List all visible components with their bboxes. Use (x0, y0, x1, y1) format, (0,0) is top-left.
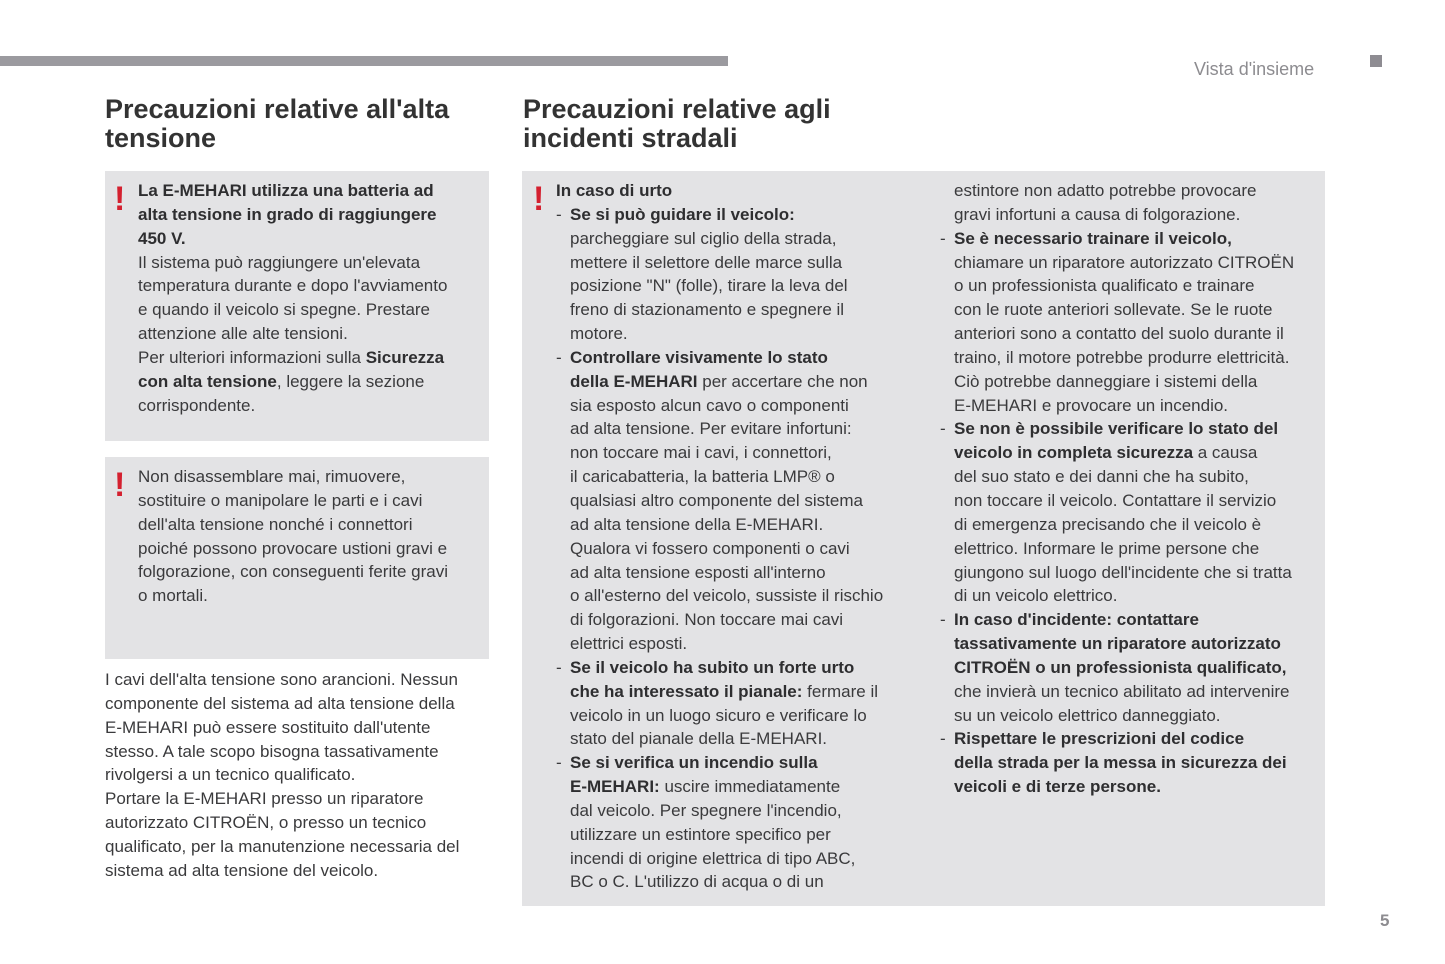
text: Il sistema può raggiungere un'elevata (138, 252, 421, 272)
text-line (138, 394, 447, 418)
text-line (940, 680, 1294, 704)
text-line (138, 179, 447, 203)
text: elettrico. Informare le prime persone che (954, 538, 1260, 558)
text: estintore non adatto potrebbe provocare (954, 181, 1257, 200)
text: E-MEHARI e provocare un incendio. (954, 395, 1229, 415)
text: qualificato, per la manutenzione necessaria del (105, 836, 460, 856)
text-line (940, 251, 1294, 275)
text: a causa (1193, 443, 1258, 463)
text-line (940, 346, 1294, 370)
bullet-line (940, 608, 1294, 632)
text: autorizzato CITROËN, o presso un tecnico (105, 813, 427, 833)
bold-text: Se è necessario trainare il veicolo, (954, 228, 1232, 248)
bullet-line (940, 727, 1294, 751)
text-line (556, 251, 883, 275)
text-line (105, 692, 459, 716)
text-line (556, 584, 883, 608)
text-line (138, 274, 447, 298)
text-line (940, 537, 1294, 561)
text-line (105, 859, 459, 883)
text-line (556, 799, 883, 823)
bold-text: Sicurezza (365, 347, 445, 367)
text-line (556, 537, 883, 561)
text: sia esposto alcun cavo o componenti (570, 395, 849, 415)
bold-text: E-MEHARI: (570, 777, 660, 797)
text: per accertare che non (697, 371, 868, 391)
text: o un professionista qualificato e trainare (954, 276, 1255, 296)
text-line (940, 704, 1294, 728)
text: ad alta tensione della E-MEHARI. (570, 514, 824, 534)
text: , leggere la sezione (276, 371, 425, 391)
text: che invierà un tecnico abilitato ad intervenire (954, 681, 1290, 701)
text: Non disassemblare mai, rimuovere, (138, 467, 406, 486)
text: corrispondente. (138, 395, 256, 415)
text-line (556, 179, 883, 203)
text: di folgorazioni. Non toccare mai cavi (570, 610, 844, 630)
text: giungono sul luogo dell'incidente che si tratta (954, 562, 1292, 582)
text-line (138, 537, 448, 561)
bold-text: che ha interessato il pianale: (570, 681, 803, 701)
text-line (138, 513, 448, 537)
text: con le ruote anteriori sollevate. Se le ruote (954, 300, 1273, 320)
warning-text (138, 465, 448, 608)
text: di un veicolo elettrico. (954, 586, 1118, 606)
text: elettrici esposti. (570, 634, 688, 654)
bullet-line (556, 203, 883, 227)
text: del suo stato e dei danni che ha subito, (954, 467, 1249, 487)
text-line (105, 787, 459, 811)
bold-text: Se non è possibile verificare lo stato del (954, 419, 1279, 439)
text-line (556, 298, 883, 322)
text-line (556, 441, 883, 465)
text: poiché possono provocare ustioni gravi e (138, 538, 448, 558)
text-line (556, 274, 883, 298)
bullet-line (940, 227, 1294, 251)
text: motore. (570, 324, 628, 344)
text: chiamare un riparatore autorizzato CITROËN (954, 252, 1295, 272)
text-line (940, 656, 1294, 680)
text: ad alta tensione esposti all'interno (570, 562, 826, 582)
text-line (940, 274, 1294, 298)
bullet-line (556, 751, 883, 775)
dash-bullet-icon: - (940, 419, 946, 439)
text: gravi infortuni a causa di folgorazione. (954, 204, 1241, 224)
text: dal veicolo. Per spegnere l'incendio, (570, 800, 842, 820)
text-line (556, 680, 883, 704)
text: E-MEHARI può essere sostituito dall'utente (105, 717, 431, 737)
text: freno di stazionamento e spegnere il (570, 300, 845, 320)
text: il caricabatteria, la batteria LMP® o (570, 467, 835, 487)
text-line (556, 561, 883, 585)
text-line (556, 847, 883, 871)
dash-bullet-icon: - (940, 610, 946, 630)
bold-text: veicolo in completa sicurezza (954, 443, 1194, 463)
text-line (556, 465, 883, 489)
text-line (940, 751, 1294, 775)
text-line (105, 668, 459, 692)
text-line (556, 394, 883, 418)
text-line (556, 704, 883, 728)
bold-text: In caso di urto (556, 181, 673, 200)
page-number: 5 (1380, 911, 1390, 930)
dash-bullet-icon: - (556, 753, 562, 773)
warning-text (138, 179, 447, 417)
bold-text: veicoli e di terze persone. (954, 777, 1161, 797)
text-line (940, 465, 1294, 489)
text-line (138, 346, 447, 370)
section-marker-icon (1370, 55, 1382, 67)
left-title (105, 95, 449, 153)
text-line (556, 513, 883, 537)
text-line (940, 298, 1294, 322)
bold-text: Rispettare le prescrizioni del codice (954, 729, 1245, 749)
text: folgorazione, con conseguenti ferite gravi (138, 562, 448, 582)
text: temperatura durante e dopo l'avviamento (138, 276, 448, 296)
bullet-line (940, 417, 1294, 441)
text: attenzione alle alte tensioni. (138, 324, 348, 344)
right-title (523, 95, 831, 153)
text-line (556, 823, 883, 847)
bullet-line (556, 656, 883, 680)
text-line (940, 632, 1294, 656)
text: posizione "N" (folle), tirare la leva del (570, 276, 848, 296)
bold-text: Se si verifica un incendio sulla (570, 753, 818, 773)
bold-text: Se il veicolo ha subito un forte urto (570, 657, 855, 677)
text: dell'alta tensione nonché i connettori (138, 514, 413, 534)
text-line (556, 870, 883, 894)
text-line (940, 489, 1294, 513)
text-line (556, 370, 883, 394)
text-line (556, 489, 883, 513)
text: utilizzare un estintore specifico per (570, 824, 831, 844)
text-line (940, 322, 1294, 346)
text: qualsiasi altro componente del sistema (570, 490, 863, 510)
text-line (138, 203, 447, 227)
text-line (940, 561, 1294, 585)
text: sistema ad alta tensione del veicolo. (105, 860, 379, 880)
text-line (556, 775, 883, 799)
header-bar (0, 56, 728, 66)
text-line (105, 763, 459, 787)
text: BC o C. L'utilizzo di acqua o di un (570, 872, 824, 892)
text: componente del sistema ad alta tensione della (105, 693, 455, 713)
text-line (556, 727, 883, 751)
bold-text: della strada per la messa in sicurezza dei (954, 753, 1287, 773)
text: non toccare mai i cavi, i connettori, (570, 443, 832, 463)
title-line: tensione (105, 123, 217, 153)
dash-bullet-icon: - (556, 204, 562, 224)
bold-text: 450 V. (138, 228, 186, 248)
text-line (138, 584, 448, 608)
text-line (940, 513, 1294, 537)
warning-text-column-2 (940, 179, 1294, 799)
text-line (138, 251, 447, 275)
bold-text: con alta tensione (138, 371, 277, 391)
text-line (556, 608, 883, 632)
bold-text: La E-MEHARI utilizza una batteria ad (138, 181, 434, 200)
bold-text: tassativamente un riparatore autorizzato (954, 634, 1281, 654)
text: stesso. A tale scopo bisogna tassativamente (105, 741, 439, 761)
text-line (138, 298, 447, 322)
section-title: Vista d'insieme (1194, 59, 1315, 79)
text: ad alta tensione. Per evitare infortuni: (570, 419, 852, 439)
dash-bullet-icon: - (556, 657, 562, 677)
bold-text: Se si può guidare il veicolo: (570, 204, 795, 224)
warning-icon: ! (114, 466, 126, 504)
warning-text-column-1 (556, 179, 883, 894)
text: Portare la E-MEHARI presso un riparatore (105, 789, 424, 809)
text-line (138, 370, 447, 394)
text: di emergenza precisando che il veicolo è (954, 514, 1262, 534)
text: Per ulteriori informazioni sulla (138, 347, 366, 367)
title-line: Precauzioni relative agli (523, 94, 831, 124)
text-line (556, 632, 883, 656)
text: Ciò potrebbe danneggiare i sistemi della (954, 371, 1258, 391)
dash-bullet-icon: - (940, 729, 946, 749)
text: traino, il motore potrebbe produrre elettricità. (954, 347, 1290, 367)
text: o all'esterno del veicolo, sussiste il rischio (570, 586, 884, 606)
text: anteriori sono a contatto del suolo durante il (954, 324, 1284, 344)
text-line (556, 227, 883, 251)
text: e quando il veicolo si spegne. Prestare (138, 300, 431, 320)
text: rivolgersi a un tecnico qualificato. (105, 765, 356, 785)
text-line (105, 740, 459, 764)
text: mettere il selettore delle marce sulla (570, 252, 843, 272)
text: sostituire o manipolare le parti e i cavi (138, 490, 423, 510)
bold-text: alta tensione in grado di raggiungere (138, 204, 437, 224)
text: non toccare il veicolo. Contattare il servizio (954, 490, 1277, 510)
title-line: Precauzioni relative all'alta (105, 94, 450, 124)
dash-bullet-icon: - (940, 228, 946, 248)
bold-text: Controllare visivamente lo stato (570, 347, 828, 367)
text-line (940, 179, 1294, 203)
warning-icon: ! (114, 180, 126, 218)
text-line (940, 441, 1294, 465)
bold-text: della E-MEHARI (570, 371, 698, 391)
text: stato del pianale della E-MEHARI. (570, 729, 828, 749)
text: veicolo in un luogo sicuro e verificare lo (570, 705, 867, 725)
text-line (940, 370, 1294, 394)
bold-text: CITROËN o un professionista qualificato, (954, 657, 1287, 677)
text-line (105, 835, 459, 859)
bold-text: In caso d'incidente: contattare (954, 610, 1199, 630)
text-line (105, 811, 459, 835)
text: parcheggiare sul ciglio della strada, (570, 228, 837, 248)
text-line (940, 584, 1294, 608)
text-line (940, 394, 1294, 418)
text: o mortali. (138, 586, 208, 606)
text: Qualora vi fossero componenti o cavi (570, 538, 850, 558)
text-line (940, 203, 1294, 227)
text: fermare il (802, 681, 878, 701)
warning-icon: ! (533, 180, 545, 218)
text-line (138, 322, 447, 346)
text: uscire immediatamente (659, 777, 841, 797)
text-line (138, 489, 448, 513)
text-line (138, 227, 447, 251)
title-line: incidenti stradali (523, 123, 738, 153)
text-line (105, 716, 459, 740)
text-line (138, 465, 448, 489)
text: su un veicolo elettrico danneggiato. (954, 705, 1221, 725)
dash-bullet-icon: - (556, 347, 562, 367)
text: I cavi dell'alta tensione sono arancioni. Nessun (105, 670, 458, 689)
text-line (940, 775, 1294, 799)
text-line (556, 322, 883, 346)
body-text (105, 668, 459, 883)
text: incendi di origine elettrica di tipo ABC, (570, 848, 856, 868)
text-line (138, 560, 448, 584)
text-line (556, 417, 883, 441)
bullet-line (556, 346, 883, 370)
